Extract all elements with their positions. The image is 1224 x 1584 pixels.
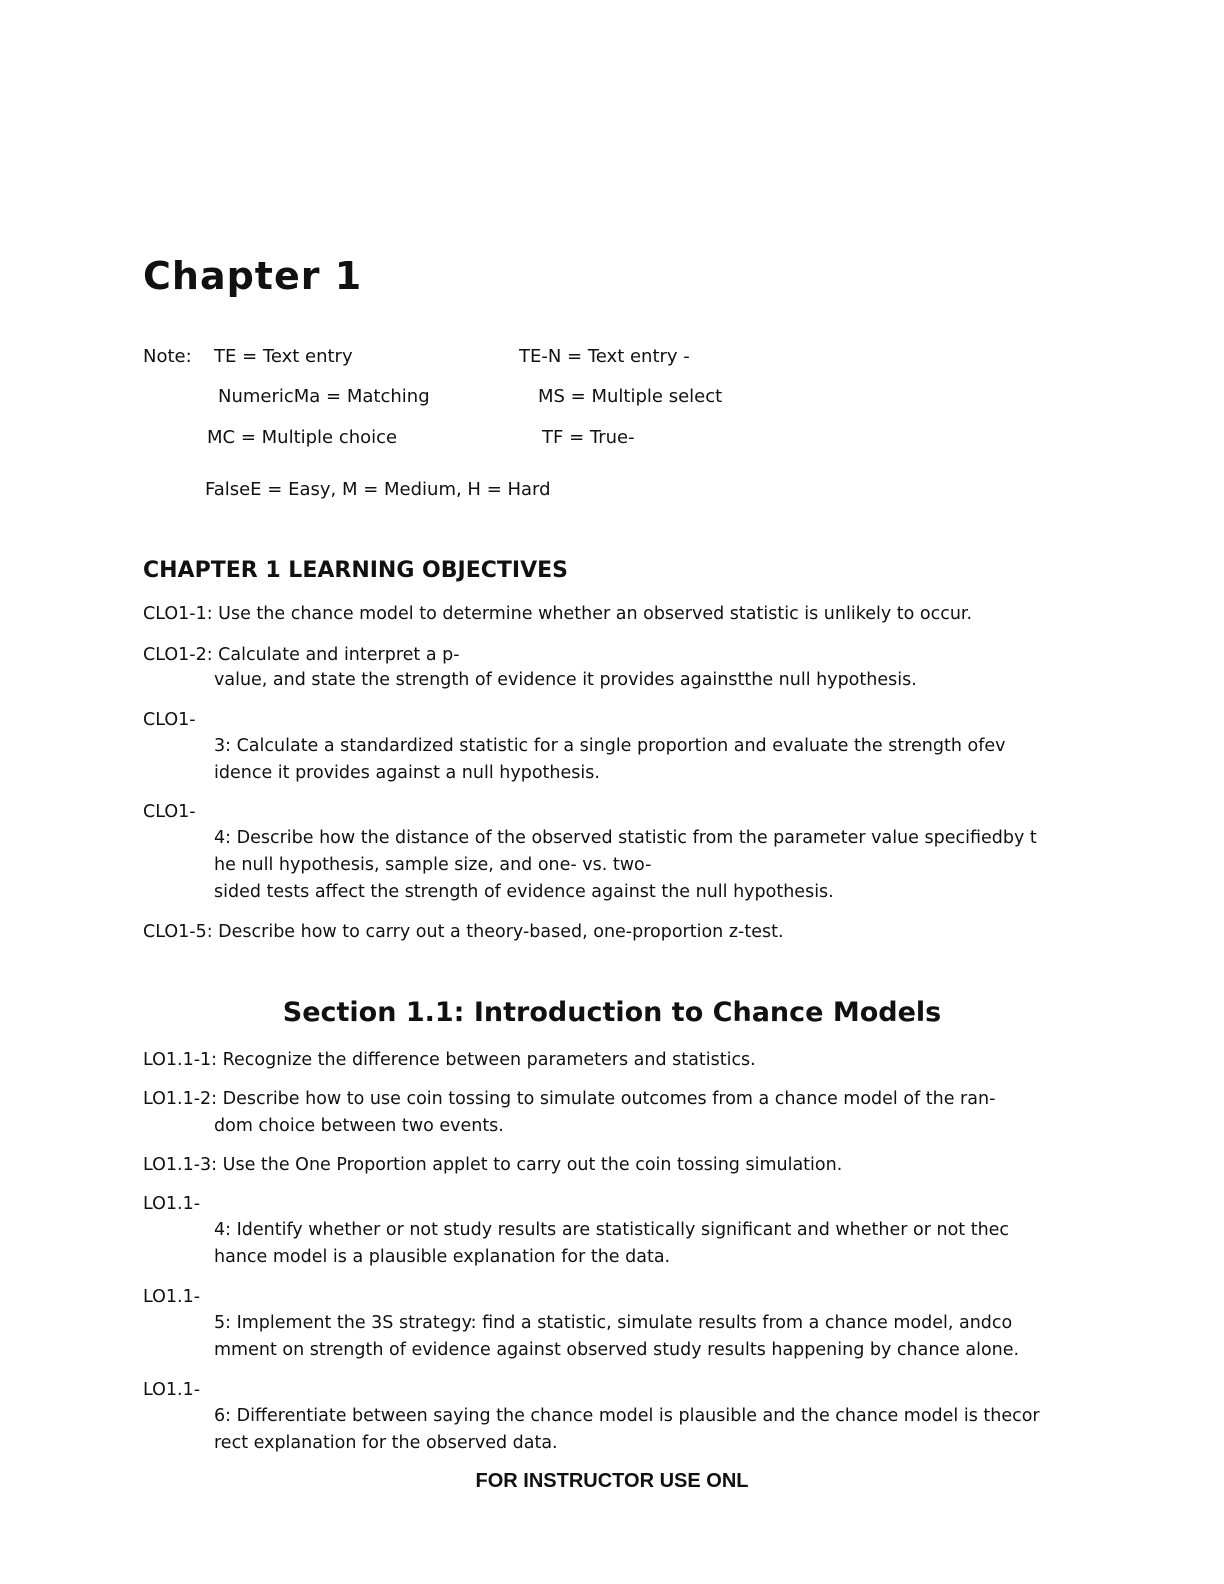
clo-4-b: 4: Describe how the distance of the observed statistic from the parameter value specifiedby t xyxy=(214,828,1037,848)
lo-2-a: LO1.1-2: Describe how to use coin tossing to simulate outcomes from a chance model of the ran- xyxy=(143,1089,996,1109)
lo-6-a: LO1.1- xyxy=(143,1380,201,1400)
lo-6-c: rect explanation for the observed data. xyxy=(214,1433,558,1453)
clo-1: CLO1-1: Use the chance model to determine whether an observed statistic is unlikely to occur. xyxy=(143,604,973,624)
clo-2-b: value, and state the strength of evidence it provides againstthe null hypothesis. xyxy=(214,670,917,690)
clo-3-a: CLO1- xyxy=(143,710,196,730)
note-row3-right: TF = True- xyxy=(542,427,635,448)
lo-4-a: LO1.1- xyxy=(143,1194,201,1214)
note-row3-left: MC = Multiple choice xyxy=(207,427,398,448)
clo-4-a: CLO1- xyxy=(143,802,196,822)
chapter-title: Chapter 1 xyxy=(143,254,363,298)
lo-1: LO1.1-1: Recognize the difference between parameters and statistics. xyxy=(143,1050,756,1070)
lo-4-b: 4: Identify whether or not study results are statistically significant and whether or not thec xyxy=(214,1220,1010,1240)
lo-6-b: 6: Differentiate between saying the chance model is plausible and the chance model is thecor xyxy=(214,1406,1040,1426)
footer-notice: FOR INSTRUCTOR USE ONL xyxy=(475,1470,749,1492)
clo-5: CLO1-5: Describe how to carry out a theory-based, one-proportion z-test. xyxy=(143,922,784,942)
note-label: Note: xyxy=(143,346,192,367)
note-row2-left: NumericMa = Matching xyxy=(218,386,430,407)
lo-5-c: mment on strength of evidence against observed study results happening by chance alone. xyxy=(214,1340,1020,1360)
note-row2-right: MS = Multiple select xyxy=(538,386,723,407)
clo-2-a: CLO1-2: Calculate and interpret a p- xyxy=(143,645,460,665)
note-row1-right: TE-N = Text entry - xyxy=(519,346,690,367)
clo-4-d: sided tests affect the strength of evidence against the null hypothesis. xyxy=(214,882,834,902)
lo-5-a: LO1.1- xyxy=(143,1287,201,1307)
clo-3-c: idence it provides against a null hypothesis. xyxy=(214,763,600,783)
clo-4-c: he null hypothesis, sample size, and one- vs. two- xyxy=(214,855,652,875)
note-row1-left: TE = Text entry xyxy=(214,346,353,367)
note-row4: FalseE = Easy, M = Medium, H = Hard xyxy=(205,479,551,500)
lo-5-b: 5: Implement the 3S strategy: find a statistic, simulate results from a chance model, andco xyxy=(214,1313,1013,1333)
lo-4-c: hance model is a plausible explanation for the data. xyxy=(214,1247,671,1267)
objectives-heading: CHAPTER 1 LEARNING OBJECTIVES xyxy=(143,558,568,583)
lo-3: LO1.1-3: Use the One Proportion applet to carry out the coin tossing simulation. xyxy=(143,1155,843,1175)
clo-3-b: 3: Calculate a standardized statistic for a single proportion and evaluate the strength ofev xyxy=(214,736,1006,756)
lo-2-b: dom choice between two events. xyxy=(214,1116,504,1136)
section-heading: Section 1.1: Introduction to Chance Models xyxy=(282,997,942,1028)
